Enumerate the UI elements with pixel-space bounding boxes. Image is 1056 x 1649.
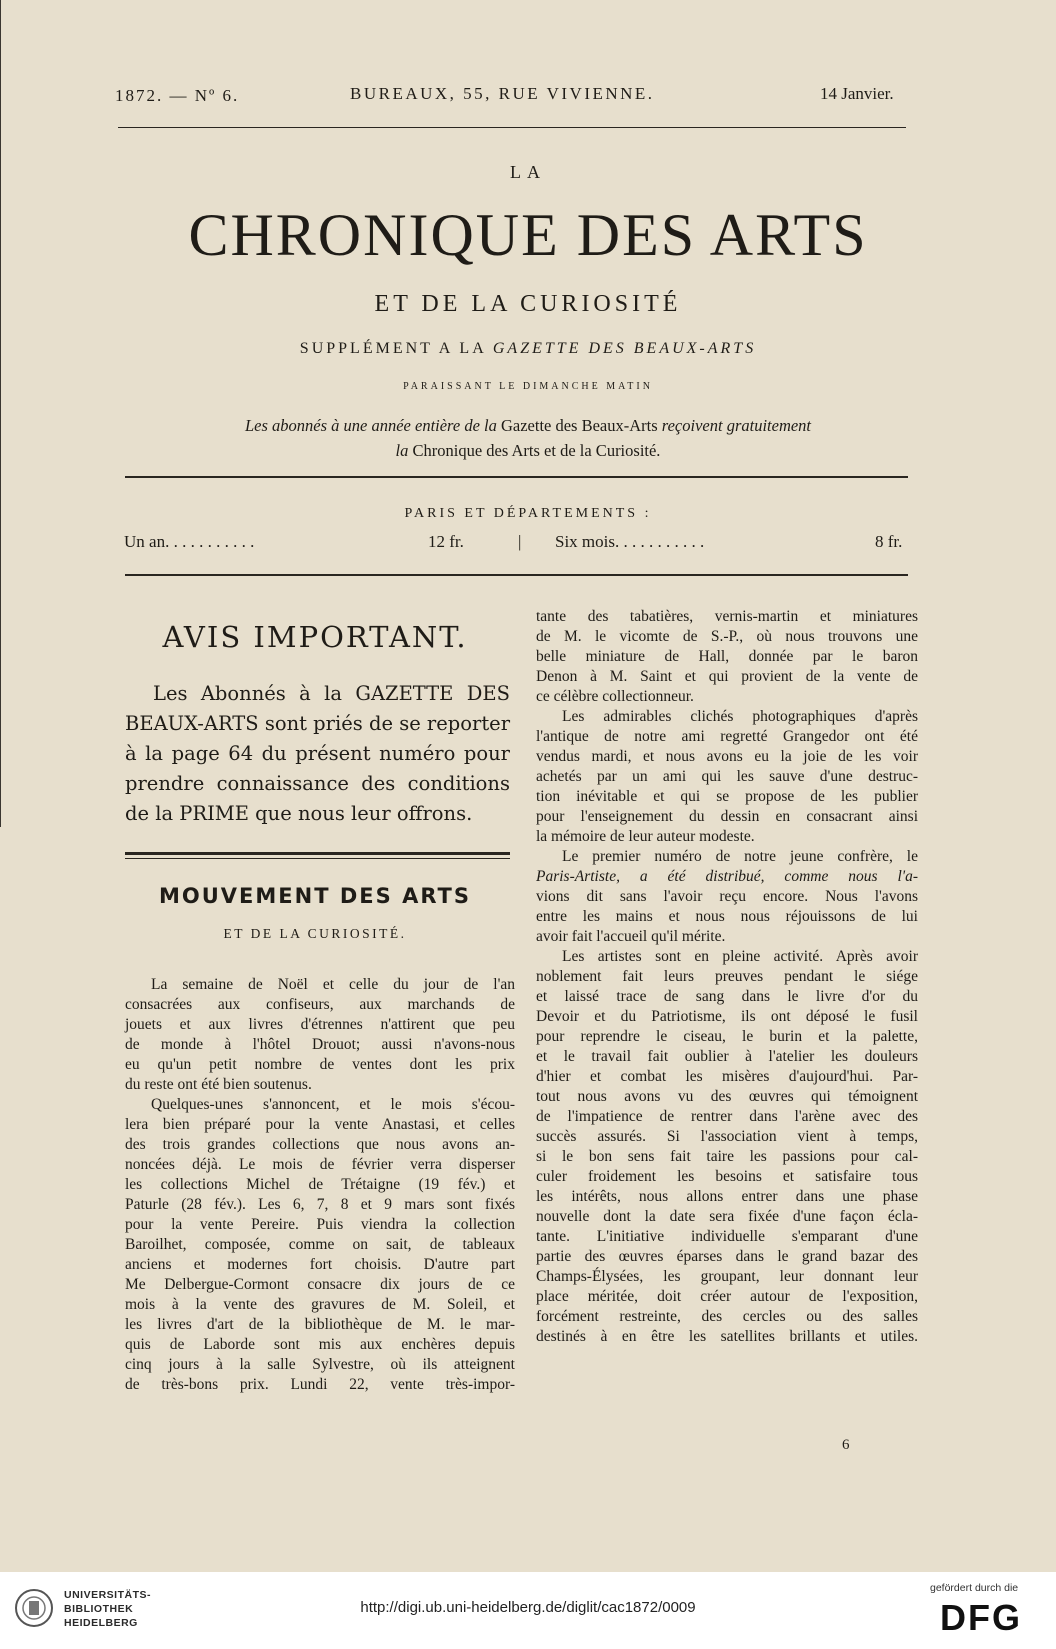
price-six-label: Six mois. . . . . . . . . . . xyxy=(555,532,705,551)
text-line: pour la vente Pereire. Puis viendra la collection xyxy=(125,1216,515,1233)
text-line: achetés par un ami qui les sauve d'une destruc- xyxy=(536,768,918,785)
text-line: Les admirables clichés photographiques d'après xyxy=(562,708,918,725)
text-line: consacrées aux confiseurs, aux marchands de xyxy=(125,996,515,1013)
text-line: partie des œuvres éparses dans le grand bazar des xyxy=(536,1248,918,1265)
text-line: Denon à M. Saint et qui provient de la vente de xyxy=(536,668,918,685)
sponsor-caption: gefördert durch die xyxy=(930,1582,1019,1594)
uni-line: UNIVERSITÄTS- xyxy=(64,1589,152,1601)
header-rule xyxy=(118,127,906,128)
text-line: lera bien préparé pour la vente Anastasi, et celles xyxy=(125,1116,515,1133)
bureaux-address: BUREAUX, 55, RUE VIVIENNE. xyxy=(350,84,655,103)
text-line: du reste ont été bien soutenus. xyxy=(125,1076,312,1093)
text-line: succès assurés. Si l'association vient à temps, xyxy=(536,1128,918,1145)
mouvement-subtitle: ET DE LA CURIOSITÉ. xyxy=(223,926,407,941)
text-line: Devoir et du Patriotisme, ils ont déposé le fusil xyxy=(536,1008,918,1025)
text-line: tion inévitable et qui se propose de les publier xyxy=(536,788,918,805)
text-line: cinq jours à la salle Sylvestre, où ils atteignent xyxy=(125,1356,515,1373)
avis-rule-thin xyxy=(125,858,510,859)
text-line: culer froidement les besoins et satisfaire tous xyxy=(536,1168,918,1185)
uni-line: BIBLIOTHEK xyxy=(64,1603,134,1615)
page-number: 6 xyxy=(842,1437,850,1453)
uni-line: HEIDELBERG xyxy=(64,1617,138,1629)
publication-schedule: PARAISSANT LE DIMANCHE MATIN xyxy=(403,381,653,392)
text-line: si le bon sens fait taire les passions pour cal- xyxy=(536,1148,918,1165)
text-line: vendus mardi, et nous avons eu la joie de les voir xyxy=(536,748,918,765)
abonnes-l1c: reçoivent gratuitement xyxy=(661,416,812,435)
text-line: eu qu'un petit nombre de ventes dont les prix xyxy=(125,1056,515,1073)
text-line: Quelques-unes s'annoncent, et le mois s'écou- xyxy=(151,1096,515,1113)
text-line: tout nous avons vu des œuvres qui témoignent xyxy=(536,1088,918,1105)
text-line: place méritée, doit créer autour de l'exposition, xyxy=(536,1288,918,1305)
text-line: Baroilhet, composée, comme on sait, de tableaux xyxy=(125,1236,515,1253)
masthead-la: LA xyxy=(510,162,546,182)
text-line: de très-bons prix. Lundi 22, vente très-impor- xyxy=(125,1376,515,1393)
text-line: la mémoire de leur auteur modeste. xyxy=(536,828,755,845)
abonnes-l2a: la xyxy=(395,441,413,460)
avis-line: Les Abonnés à la GAZETTE DES xyxy=(153,682,510,705)
text-line: quis de Laborde sont mis aux enchères depuis xyxy=(125,1336,515,1353)
issue-number: 1872. — Nº 6. xyxy=(115,86,240,105)
text-line: Champs-Élysées, les groupant, leur donnant leur xyxy=(536,1268,918,1285)
text-line: les livres d'art de la bibliothèque de M. le mar- xyxy=(125,1316,515,1333)
text-line: tante. L'initiative individuelle s'emparant d'une xyxy=(536,1228,918,1245)
prices-heading: PARIS ET DÉPARTEMENTS : xyxy=(404,506,652,521)
text-line: destinés à en être les satellites brillants et utiles. xyxy=(536,1328,918,1345)
masthead-subtitle: ET DE LA CURIOSITÉ xyxy=(374,291,682,317)
avis-title: AVIS IMPORTANT. xyxy=(162,620,468,654)
avis-line: BEAUX-ARTS sont priés de se reporter xyxy=(125,712,511,735)
avis-rule-thick xyxy=(125,852,510,855)
text-line: des trois grandes collections que nous avons an- xyxy=(125,1136,515,1153)
text-line: vions dit sans l'avoir reçu encore. Nous l'avons xyxy=(536,888,918,905)
text-line: mois à la vente des gravures de M. Soleil, et xyxy=(125,1296,515,1313)
issue-date: 14 Janvier. xyxy=(820,84,894,103)
text-line: les intérêts, nous allons entrer dans une phase xyxy=(536,1188,918,1205)
right-column-text xyxy=(536,607,918,1347)
text-line: Paturle (28 fév.). Les 6, 7, 8 et 9 mars sont fixés xyxy=(125,1196,515,1213)
text-line: pour l'enseignement du dessin en consacrant ainsi xyxy=(536,808,918,825)
text-line: de l'impatience de rentrer dans l'arène avec des xyxy=(536,1108,918,1125)
text-line: nouvelle dont la date sera fixée d'une façon écla- xyxy=(536,1208,918,1225)
left-column-text xyxy=(125,975,515,1395)
text-line: La semaine de Noël et celle du jour de l'an xyxy=(151,976,515,993)
abonnes-l1b: Gazette des Beaux-Arts xyxy=(500,416,662,435)
supplement-prefix: SUPPLÉMENT A LA xyxy=(299,340,493,357)
text-line: les collections Michel de Trétaigne (19 fév.) et xyxy=(125,1176,515,1193)
text-line: noncées déjà. Le mois de février verra disperser xyxy=(125,1156,515,1173)
avis-line: à la page 64 du présent numéro pour xyxy=(125,742,510,765)
text-line: Paris-Artiste, a été distribué, comme nous l'a- xyxy=(536,868,918,885)
avis-line: de la PRIME que nous leur offrons. xyxy=(125,802,473,825)
text-line: noblement fait leurs preuves pendant le siége xyxy=(536,968,918,985)
text-line: de M. le vicomte de S.-P., où nous trouvons une xyxy=(536,628,918,645)
price-year-label: Un an. . . . . . . . . . . xyxy=(124,532,255,551)
mouvement-title: MOUVEMENT DES ARTS xyxy=(159,884,471,908)
text-line: et laissé trace de sang dans le livre d'or du xyxy=(536,988,918,1005)
text-line: forcément restreinte, des cercles ou des salles xyxy=(536,1308,918,1325)
text-line: l'antique de notre ami regretté Grangedor ont été xyxy=(536,728,918,745)
text-line: ce célèbre collectionneur. xyxy=(536,688,694,705)
avis-line: prendre connaissance des conditions xyxy=(125,772,510,795)
price-year-value: 12 fr. xyxy=(428,532,464,551)
subscriber-note xyxy=(0,413,1056,463)
text-line: anciens et modernes fort choisis. D'autre part xyxy=(125,1256,515,1273)
text-line: entre les mains et nous nous réjouissons de lui xyxy=(536,908,918,925)
text-line: pour reprendre le ciseau, le burin et la palette, xyxy=(536,1028,918,1045)
avis-body xyxy=(125,679,510,829)
digitization-footer xyxy=(0,1572,1056,1649)
text-line: belle miniature de Hall, donnée par le baron xyxy=(536,648,918,665)
supplement-gazette: GAZETTE DES BEAUX-ARTS xyxy=(492,340,757,357)
price-separator: | xyxy=(518,532,522,551)
prices-rule xyxy=(125,574,908,576)
abonnes-l1a: Les abonnés à une année entière de la xyxy=(244,416,501,435)
masthead-rule xyxy=(125,476,908,478)
source-url-link[interactable]: http://digi.ub.uni-heidelberg.de/diglit/cac1872/0009 xyxy=(360,1599,696,1616)
text-line: tante des tabatières, vernis-martin et miniatures xyxy=(536,608,918,625)
text-line: jouets et aux livres d'étrennes n'attirent que peu xyxy=(125,1016,515,1033)
text-line: de monde à l'hôtel Drouot; aussi n'avons-nous xyxy=(125,1036,515,1053)
text-line: et le travail fait oublier à l'atelier les douleurs xyxy=(536,1048,918,1065)
text-line: avoir fait l'accueil qu'il mérite. xyxy=(536,928,726,945)
text-line: Les artistes sont en pleine activité. Après avoir xyxy=(562,948,918,965)
abonnes-l2b: Chronique des Arts et de la Curiosité. xyxy=(412,441,661,460)
price-six-value: 8 fr. xyxy=(875,532,903,551)
text-line: d'hier et combat les misères d'aujourd'hui. Par- xyxy=(536,1068,918,1085)
text-line: Me Delbergue-Cormont consacre dix jours de ce xyxy=(125,1276,515,1293)
masthead-title: CHRONIQUE DES ARTS xyxy=(188,202,868,268)
dfg-logo: DFG xyxy=(940,1597,1022,1638)
supplement-line xyxy=(0,340,1056,358)
text-line: Le premier numéro de notre jeune confrère, le xyxy=(562,848,918,865)
